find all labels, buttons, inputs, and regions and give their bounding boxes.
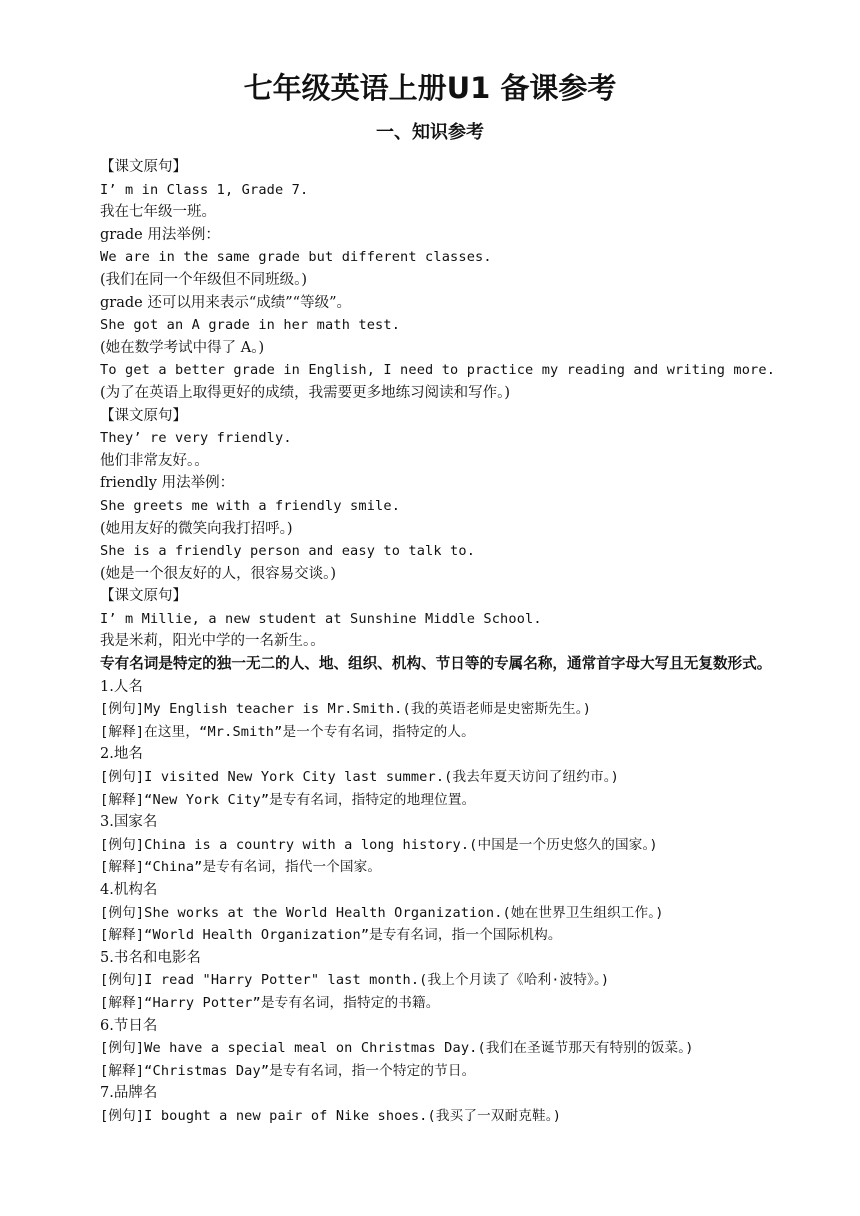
example-line: I’ m Millie, a new student at Sunshine Middle School.: [100, 610, 542, 627]
example-line: [例句]My English teacher is Mr.Smith.(我的英语老师是史密斯先生。): [100, 701, 592, 718]
example-line: [解释]“World Health Organization”是专有名词，指一个国际机构。: [100, 927, 562, 944]
text-line: (她是一个很友好的人，很容易交谈。): [100, 565, 337, 582]
text-line: 我在七年级一班。: [100, 204, 216, 221]
example-line: I’ m in Class 1, Grade 7.: [100, 181, 309, 198]
example-line: She greets me with a friendly smile.: [100, 497, 401, 514]
example-line: We are in the same grade but different classes.: [100, 249, 492, 266]
example-line: She is a friendly person and easy to talk to.: [100, 543, 476, 560]
example-line: To get a better grade in English, I need to practice my reading and writing more.: [100, 362, 776, 379]
example-line: [解释]“China”是专有名词，指代一个国家。: [100, 859, 382, 876]
text-line: (她在数学考试中得了 A。): [100, 339, 265, 356]
text-line: (为了在英语上取得更好的成绩，我需要更多地练习阅读和写作。): [100, 384, 511, 401]
section-label: 【课文原句】: [100, 159, 187, 175]
text-line: 6.节日名: [100, 1017, 158, 1034]
example-line: They’ re very friendly.: [100, 430, 292, 447]
section-label: 【课文原句】: [100, 588, 187, 605]
text-line: (她用友好的微笑向我打招呼。): [100, 520, 293, 537]
text-line: grade 用法举例：: [100, 226, 220, 243]
text-line: 2.地名: [100, 746, 143, 763]
document-body: [66, 156, 806, 1128]
text-line: 7.品牌名: [100, 1085, 158, 1102]
text-line: 3.国家名: [100, 814, 158, 831]
text-line: 我是米莉，阳光中学的一名新生。。: [100, 633, 325, 650]
example-line: [例句]We have a special meal on Christmas Day.(我们在圣诞节那天有特别的饭菜。): [100, 1040, 694, 1057]
example-line: [例句]She works at the World Health Organization.(她在世界卫生组织工作。): [100, 904, 664, 921]
text-line: friendly 用法举例：: [100, 475, 235, 492]
section-label: 【课文原句】: [100, 407, 187, 424]
text-line: (我们在同一个年级但不同班级。): [100, 271, 308, 288]
definition-paragraph: 专有名词是特定的独一无二的人、地、组织、机构、节日等的专属名称，通常首字母大写且无复数形式。: [100, 655, 772, 673]
example-line: [例句]I visited New York City last summer.(我去年夏天访问了纽约市。): [100, 769, 619, 786]
text-line: grade 还可以用来表示“成绩”“等级”。: [100, 294, 351, 311]
section-heading: 一、知识参考: [376, 122, 484, 143]
example-line: [解释]“Harry Potter”是专有名词，指特定的书籍。: [100, 994, 440, 1011]
example-line: [例句]I read "Harry Potter" last month.(我上个月读了《哈利·波特》。): [100, 972, 610, 989]
example-line: [例句]China is a country with a long history.(中国是一个历史悠久的国家。): [100, 836, 658, 853]
example-line: [解释]“New York City”是专有名词，指特定的地理位置。: [100, 791, 476, 808]
document-title: 七年级英语上册U1 备课参考: [243, 71, 617, 105]
text-line: 他们非常友好。。: [100, 452, 209, 469]
example-line: [解释]“Christmas Day”是专有名词，指一个特定的节日。: [100, 1062, 476, 1079]
example-line: [例句]I bought a new pair of Nike shoes.(我买了一双耐克鞋。): [100, 1107, 562, 1124]
example-line: She got an A grade in her math test.: [100, 317, 401, 334]
text-line: 5.书名和电影名: [100, 949, 201, 966]
example-line: [解释]在这里，“Mr.Smith”是一个专有名词，指特定的人。: [100, 723, 475, 740]
text-line: 1.人名: [100, 678, 143, 695]
text-line: 4.机构名: [100, 882, 158, 898]
